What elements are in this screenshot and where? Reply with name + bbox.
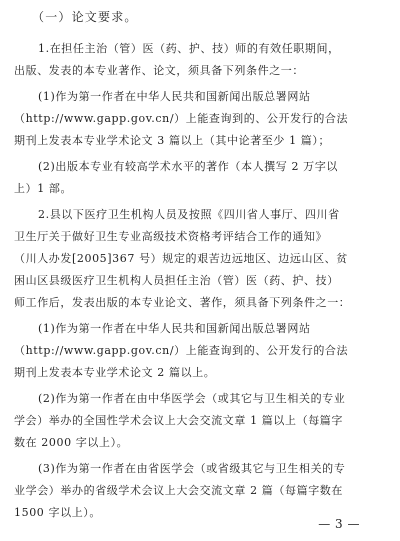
paragraph-2-line-5: 师工作后，发表出版的本专业论文、著作，须具备下列条件之一：: [14, 296, 351, 309]
item-2-1-line-2: （http://www.gapp.gov.cn/）上能查询到的、公开发行的合法: [14, 344, 349, 357]
paragraph-1-line-1: 1.在担任主治（管）医（药、护、技）师的有效任职期间，: [38, 42, 340, 55]
item-2-1-line-3: 期刊上发表本专业学术论文 2 篇以上。: [14, 366, 216, 379]
item-1-1-line-1: (1)作为第一作者在中华人民共和国新闻出版总署网站: [38, 90, 311, 103]
paragraph-2-line-2: 卫生厅关于做好卫生专业高级技术资格考评结合工作的通知》: [14, 230, 328, 243]
item-2-2-line-1: (2)作为第一作者在由中华医学会（或其它与卫生相关的专业: [38, 392, 346, 405]
section-heading: （一）论文要求。: [32, 10, 138, 24]
item-1-2-line-2: 上）1 部。: [14, 182, 73, 195]
page-number: — 3 —: [318, 517, 360, 531]
paragraph-2-line-4: 困山区县级医疗卫生机构人员担任主治（管）医（药、护、技）: [14, 274, 339, 287]
item-1-2-line-1: (2)出版本专业有较高学术水平的著作（本人撰写 2 万字以: [38, 160, 338, 173]
item-2-2-line-2: 学会）举办的全国性学术会议上大会交流文章 1 篇以上（每篇字: [14, 414, 343, 427]
paragraph-2-line-3: （川人办发[2005]367 号）规定的艰苦边远地区、边远山区、贫: [14, 252, 348, 265]
paragraph-1-line-2: 出版、发表的本专业著作、论文，须具备下列条件之一：: [14, 64, 304, 77]
item-1-1-line-3: 期刊上发表本专业学术论文 3 篇以上（其中论著至少 1 篇）；: [14, 134, 331, 147]
item-2-1-line-1: (1)作为第一作者在中华人民共和国新闻出版总署网站: [38, 322, 311, 335]
item-2-3-line-3: 1500 字以上）。: [14, 506, 101, 519]
item-2-3-line-2: 业学会）举办的省级学术会议上大会交流文章 2 篇（每篇字数在: [14, 484, 343, 497]
item-2-3-line-1: (3)作为第一作者在由省医学会（或省级其它与卫生相关的专: [38, 462, 346, 475]
item-1-1-line-2: （http://www.gapp.gov.cn/）上能查询到的、公开发行的合法: [14, 112, 349, 125]
item-2-2-line-3: 数在 2000 字以上）。: [14, 436, 129, 449]
paragraph-2-line-1: 2.县以下医疗卫生机构人员及按照《四川省人事厅、四川省: [38, 208, 340, 221]
